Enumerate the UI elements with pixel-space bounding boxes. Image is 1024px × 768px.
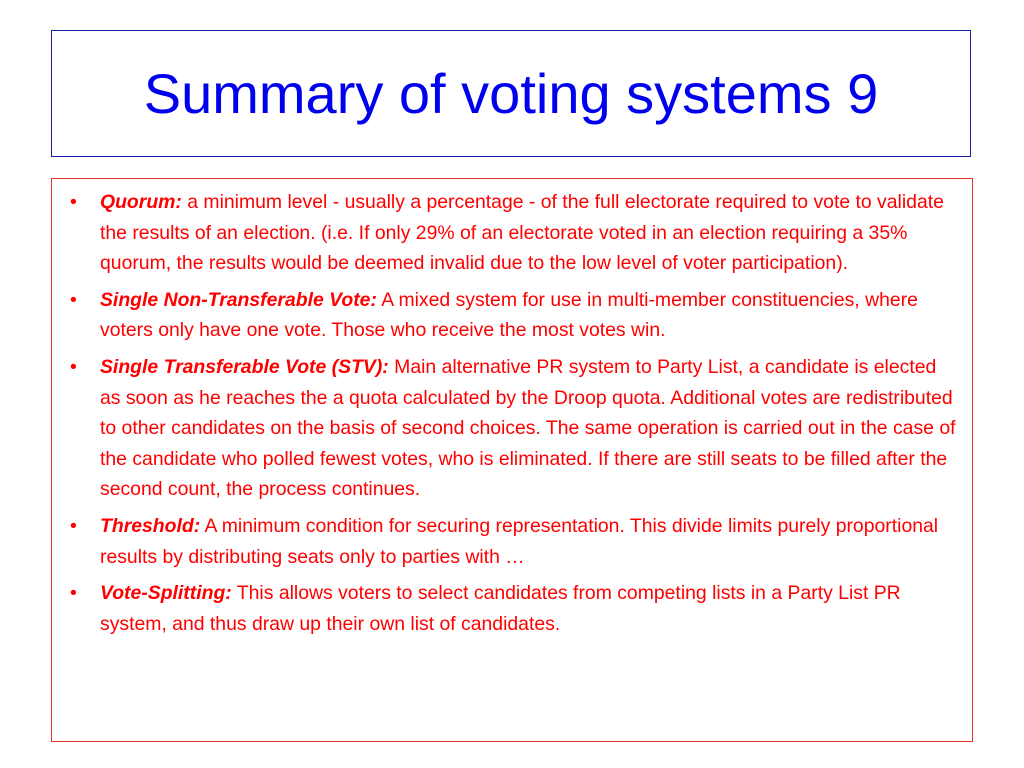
bullet-item-threshold [64, 511, 958, 572]
content-box [51, 178, 973, 742]
description-stv: Main alternative PR system to Party List, a candidate is elected as soon as he reaches the a quota calculated by the Droop quota. Additional votes are redistributed to other candidates on the basis of second choices. The same operation is carried out in the case of the candidate who polled fewest votes, who is eliminated. If there are still seats to be filled after the second count, the process continues. [100, 355, 956, 501]
term-quorum: Quorum: [100, 191, 182, 213]
term-vote-splitting: Vote-Splitting: [100, 582, 232, 605]
slide-title: Summary of voting systems 9 [143, 62, 879, 125]
bullet-item-quorum [64, 187, 958, 279]
bullet-item-vote-splitting [64, 578, 958, 639]
bullet-icon: • [70, 288, 77, 311]
description-sntv: A mixed system for use in multi-member constituencies, where voters only have one vote. Those who receive the most votes win. [100, 288, 918, 342]
bullet-icon: • [70, 191, 77, 213]
bullet-icon: • [70, 514, 77, 537]
title-box [51, 30, 971, 157]
bullet-icon: • [70, 582, 77, 605]
description-quorum: a minimum level - usually a percentage - of the full electorate required to vote to validate the results of an election. (i.e. If only 29% of an electorate voted in an election requiring a 35% quorum, the results would be deemed invalid due to the low level of voter participation). [100, 191, 944, 275]
bullet-icon: • [70, 355, 77, 378]
term-sntv: Single Non-Transferable Vote: [100, 288, 377, 311]
term-stv: Single Transferable Vote (STV): [100, 355, 389, 378]
bullet-item-sntv [64, 285, 958, 346]
description-vote-splitting: This allows voters to select candidates from competing lists in a Party List PR system, and thus draw up their own list of candidates. [100, 582, 901, 635]
bullet-list [64, 187, 958, 639]
term-threshold: Threshold: [100, 514, 201, 537]
bullet-item-stv [64, 352, 958, 505]
description-threshold: A minimum condition for securing representation. This divide limits purely proportional results by distributing seats only to parties with … [100, 514, 939, 568]
